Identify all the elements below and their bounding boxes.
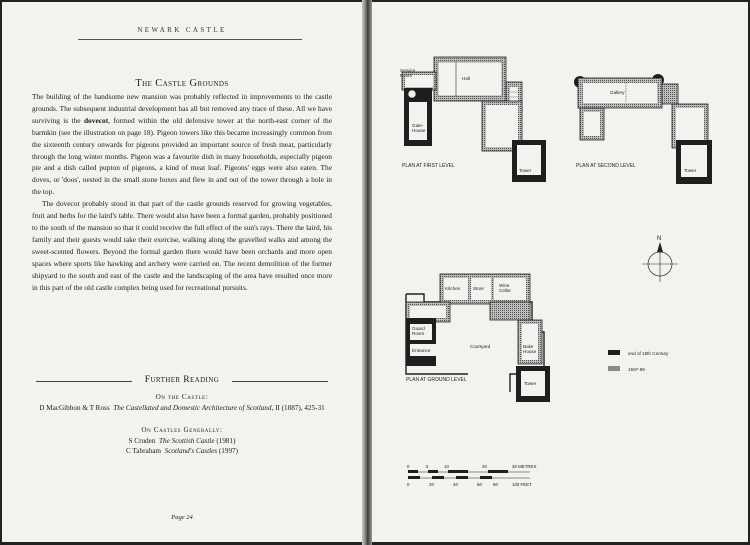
room-store: Store: [473, 286, 484, 291]
plan-ground-level: [406, 274, 550, 402]
label-second-level: PLAN AT SECOND LEVEL: [576, 163, 636, 169]
scale-f-0: 0: [407, 482, 410, 487]
page-number: Page 24: [171, 514, 193, 521]
running-head-rule: [78, 39, 302, 40]
ref-detail: (1997): [217, 447, 239, 455]
room-tower-first: Tower: [519, 168, 532, 173]
west-range-room: [410, 306, 446, 318]
book-gutter: [362, 0, 372, 545]
gatehouse-stair: [408, 90, 416, 98]
north-letter: N: [657, 236, 662, 242]
room-service-2: Room: [400, 73, 413, 78]
room-gallery: Gallery: [610, 90, 625, 95]
scale-f-40: 40: [453, 482, 458, 487]
gatehouse-room: [409, 102, 427, 140]
plan-second-level: [574, 74, 712, 184]
paragraph-1-end: , formed within the old defensive tower at the north-east corner of the barmkin (see the illustration on page 18). Pigeon towers like this became increasingly common from the sixteenth century onwards for pigeons provided an important source of fresh meat, particularly through the long winter months. Pigeon was a favourite dish in many households, especially pigeon pie and a dish called pupton of pigeons, a kind of meat loaf. Pigeons' eggs were also eaten. The doves, or 'doos', nested in the small stone boxes and flew in and out of the tower through a hole in the top.: [32, 115, 332, 197]
room-hall: Hall: [462, 76, 470, 81]
north-arrowhead: [657, 242, 663, 252]
reference-macgibbon: [2, 404, 362, 412]
scale-segment: [448, 470, 468, 473]
room-kitchen: Kitchen: [445, 286, 461, 291]
ref-authors: C Tabraham: [125, 447, 162, 455]
paragraph-1: [32, 91, 332, 198]
dovecot-keyword: dovecot: [83, 115, 109, 125]
ref-title: The Castellated and Domestic Architecture of Scotland: [113, 404, 272, 412]
scale-m-0: 0: [407, 464, 410, 469]
scale-segment: [480, 476, 492, 479]
ref-authors: S Cruden: [128, 437, 156, 445]
scale-segment: [432, 476, 444, 479]
scale-m-10: 10: [444, 464, 449, 469]
ref-title: Scotland's Castles: [164, 447, 218, 455]
room-guard-1: Guard: [412, 326, 425, 331]
hall-room: [438, 62, 502, 96]
room-service-1: Service: [400, 68, 416, 73]
running-head: NEWARK CASTLE: [137, 26, 227, 34]
room-wine-2: Cellar: [499, 288, 511, 293]
scale-segment: [488, 470, 508, 473]
legend-label-1597: 1597-99: [628, 367, 645, 372]
body-text: [32, 91, 332, 293]
room-bake-2: House: [523, 349, 537, 354]
room-tower-second: Tower: [684, 168, 697, 173]
room-gatehouse-1: Gate-: [412, 123, 424, 128]
scale-segment: [408, 470, 418, 473]
label-ground-level: PLAN AT GROUND LEVEL: [406, 377, 467, 383]
reference-cruden: [2, 437, 362, 445]
ref-detail: , II (1887), 425-31: [271, 404, 325, 412]
room-bake-1: Bake: [523, 344, 534, 349]
castle-plans: [372, 2, 748, 542]
left-page: [2, 2, 362, 542]
scale-f-80: 80: [493, 482, 498, 487]
scale-f-20: 20: [429, 482, 434, 487]
east-stair-walls: [662, 84, 678, 104]
further-reading-title: [132, 375, 232, 385]
legend-label-15th-century: end of 15th Century: [628, 351, 669, 356]
room-wine-1: Wine: [499, 283, 510, 288]
paragraph-1-start: The building of the handsome new mansion was probably reflected in improvements to the castle grounds. The subsequent industrial development has all but removed any trace of these. All we have surviving is the: [32, 92, 332, 125]
room-entrance: Entrance: [412, 348, 431, 353]
right-page: [372, 2, 748, 542]
further-reading-rule-left: [36, 381, 132, 382]
ref-detail: (1981): [214, 437, 236, 445]
east-range-room: [676, 108, 704, 144]
scale-m-20: 20: [482, 464, 487, 469]
scale-segment: [428, 470, 438, 473]
plan-first-level: [400, 57, 546, 182]
label-first-level: PLAN AT FIRST LEVEL: [402, 163, 455, 169]
further-reading-rule-right: [232, 381, 328, 382]
east-range-walls: [490, 302, 530, 320]
scale-bar: [407, 464, 536, 487]
on-castle-heading: On the Castle:: [155, 393, 209, 401]
scale-segment: [408, 476, 420, 479]
room-guard-2: Room: [412, 331, 425, 336]
general-heading: On Castles Generally:: [141, 426, 223, 434]
room-gatehouse-2: House: [412, 128, 426, 133]
ref-authors: D MacGibbon & T Ross: [39, 404, 110, 412]
reference-tabraham: [2, 447, 362, 455]
legend-swatch-1597: [608, 366, 620, 371]
scale-segment: [456, 476, 468, 479]
section-title-text: The Castle Grounds: [135, 78, 229, 89]
ref-title: The Scottish Castle: [159, 437, 215, 445]
room-tower-ground: Tower: [524, 381, 537, 386]
further-reading-title-text: Further Reading: [144, 375, 220, 385]
scale-m-30: 30 METRES: [512, 464, 537, 469]
section-title: [2, 78, 362, 89]
scale-f-100: 100 FEET: [512, 482, 532, 487]
paragraph-2: The dovecot probably stood in that part of the castle grounds reserved for growing vegetables, fruit and herbs for the laird's table. There would also have been a formal garden, probably positioned to the south of the mansion so that it could receive the full effect of the sun's rays. There the laird, his family and their guests would take their exercise, walking along the gravelled walks and among the sweet-scented flowers. Beyond the formal garden there would have been orchards and more open spaces where sports like hawking and archery were carried on. The recent demolition of the former shipyard to the south and east of the castle and the landscaping of the area have resulted once more in this part of the old castle complex being used for recreational pursuits.: [32, 199, 332, 292]
legend-swatch-15th-century: [608, 350, 620, 355]
scale-f-60: 60: [477, 482, 482, 487]
scale-m-5: 5: [426, 464, 429, 469]
legend: [608, 350, 669, 372]
room-courtyard: Courtyard: [470, 344, 491, 349]
west-range-room: [584, 112, 600, 136]
north-arrow: [642, 236, 678, 282]
bakehouse-room: [522, 324, 538, 360]
